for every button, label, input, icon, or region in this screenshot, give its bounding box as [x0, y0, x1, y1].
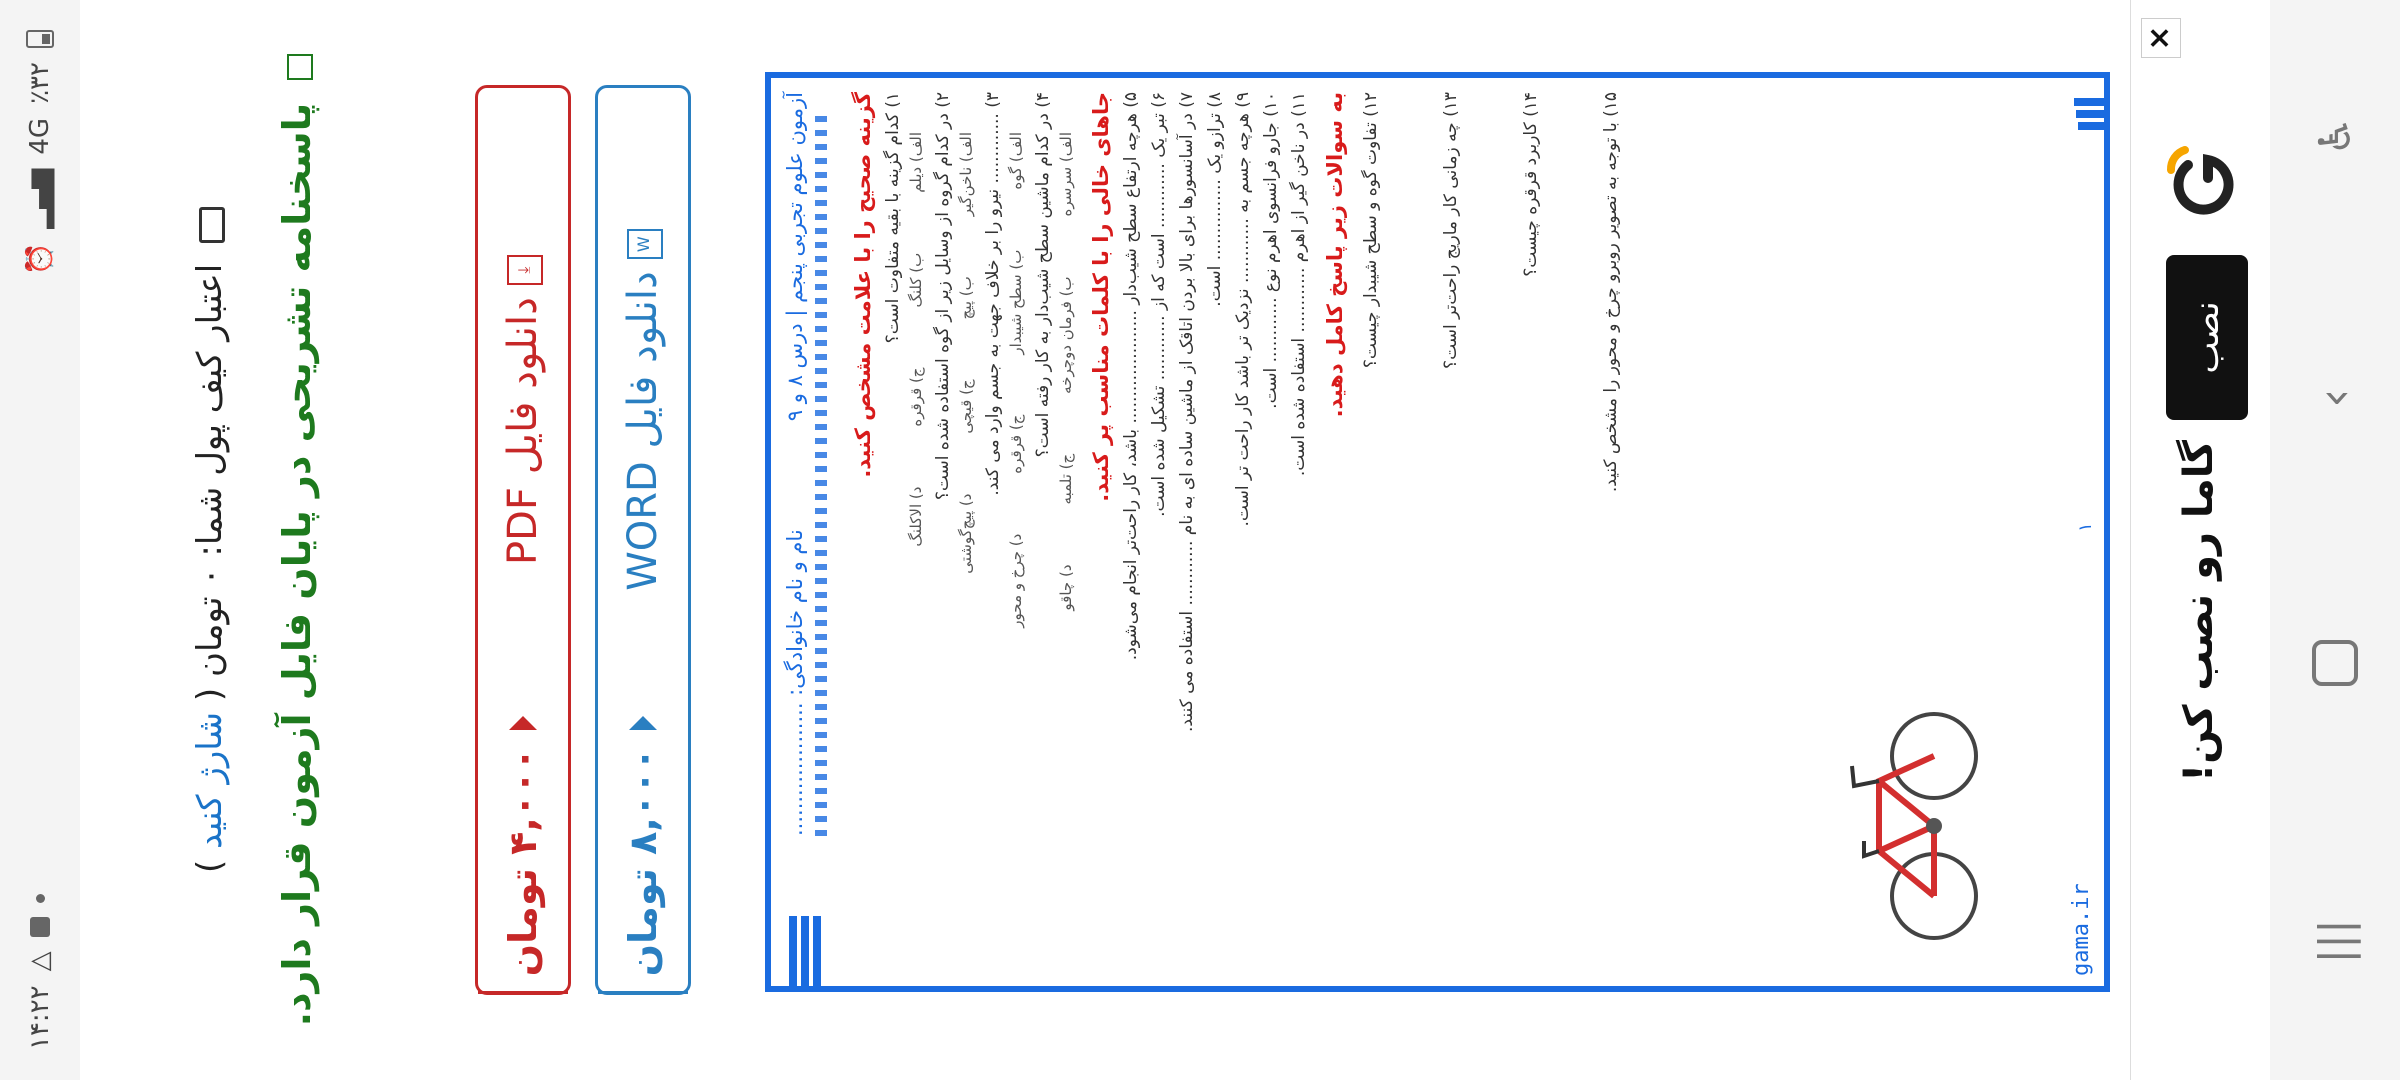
- navigation-bar: [2270, 0, 2400, 1080]
- option: ج) تلمبه: [1057, 453, 1075, 505]
- option: د) چرخ و محور: [1007, 533, 1025, 628]
- exam-question: ۸) ترازو یک ............... است.: [1205, 92, 1225, 307]
- wallet-card-icon: [199, 207, 225, 243]
- option: د) چاقو: [1057, 564, 1075, 611]
- download-word-button[interactable]: [595, 85, 691, 995]
- page-number: ۱: [2075, 522, 2096, 532]
- section-heading: جاهای خالی را با کلمات مناسب پر کنید.: [1089, 92, 1113, 502]
- recent-apps-icon[interactable]: |||: [2309, 919, 2361, 964]
- network-type: 4G: [25, 117, 55, 155]
- decor-stripe: [789, 916, 797, 986]
- exam-question: ۵) هرچه ارتفاع سطح شیب‌دار ..................... باشد، کار راحت‌تر انجام می‌شود.: [1121, 92, 1141, 661]
- option: ج) قرقره: [907, 367, 925, 427]
- banner-text: گاما رو نصب کن!: [2176, 440, 2222, 783]
- product-page: [80, 0, 2130, 1080]
- option: ب) کلنگ: [907, 252, 925, 308]
- gama-logo-icon: [2163, 140, 2243, 220]
- alarm-icon: ⏰: [25, 242, 55, 275]
- exam-question: ۴) در کدام ماشین سطح شیب‌دار به کار رفته است؟: [1033, 92, 1053, 458]
- word-file-icon: W: [627, 229, 663, 259]
- exam-header: [783, 92, 807, 836]
- battery-text: ٪۳۲: [25, 62, 55, 104]
- decor-stripe: [2078, 122, 2104, 130]
- option: الف) سرسره: [1057, 132, 1075, 217]
- question-options: [1007, 132, 1025, 972]
- gallery-icon: [30, 917, 50, 937]
- pdf-file-icon: ⤓: [507, 255, 543, 285]
- bicycle-illustration: [1834, 706, 1984, 946]
- exam-question: ۷) در آسانسورها برای بالا بردن اتاقک از ماشین ساده ای به نام ............ استفاده می کنند.: [1177, 92, 1197, 732]
- exam-question: ۱۲) تفاوت گوه و سطح شیبدار چیست؟: [1361, 92, 1381, 369]
- decor-stripe: [801, 916, 809, 986]
- signal-icon: ▂▄▆: [25, 168, 55, 229]
- battery-icon: [26, 30, 54, 48]
- price-divider-arrow: [629, 716, 657, 730]
- wallet-label: اعتبار کیف پول شما: ۰ تومان: [190, 263, 230, 678]
- exam-question: ۱۴) کاربرد قرقره چیست؟: [1521, 92, 1541, 277]
- download-pdf-button[interactable]: [475, 85, 571, 995]
- exam-body: [837, 92, 1621, 972]
- answer-key-notice: [275, 0, 319, 1080]
- more-notifications-icon: [36, 894, 45, 903]
- install-app-banner: [2130, 0, 2271, 1080]
- question-options: [957, 132, 975, 972]
- wallet-balance: اعتبار کیف پول شما: ۰ تومان ( شارژ کنید ): [190, 0, 230, 1080]
- back-icon[interactable]: ‹: [2307, 388, 2363, 408]
- exam-question: ۳) ............. نیرو را بر خلاف جهت به جسم وارد می کند.: [983, 92, 1003, 496]
- option: الف) دیلم: [907, 132, 925, 193]
- install-button[interactable]: نصب: [2166, 255, 2248, 420]
- option: ج) قیچی: [957, 379, 975, 434]
- check-icon: [287, 54, 313, 80]
- option: د) الاکلنگ: [907, 486, 925, 547]
- download-pdf-label: دانلود فایل PDF: [500, 297, 546, 565]
- download-word-label: دانلود فایل WORD: [620, 271, 666, 591]
- exam-question: ۱۰) جارو فرانسوی اهرم نوع ............ است.: [1261, 92, 1281, 409]
- clock: ۱۴:۲۲: [25, 985, 55, 1050]
- accessibility-icon[interactable]: ♿: [2309, 116, 2361, 156]
- exam-question: ۱) کدام گزینه با بقیه متفاوت است؟: [883, 92, 903, 344]
- exam-question: ۱۵) با توجه به تصویر روبرو چرخ و محور را مشخص کنید.: [1601, 92, 1621, 493]
- exam-question: ۹) هرچه جسم به ............ نزدیک تر باشد کار راحت تر است.: [1233, 92, 1253, 527]
- option: ب) پیچ: [957, 276, 975, 320]
- option: ج) قرقره: [1007, 414, 1025, 474]
- home-icon[interactable]: [2312, 640, 2358, 686]
- exam-preview-image: [765, 72, 2110, 992]
- name-field: نام و نام خانوادگی: ....................: [783, 529, 807, 836]
- section-heading: گزینه صحیح را با علامت مشخص کنید.: [851, 92, 875, 478]
- decor-stripe: [2074, 98, 2104, 106]
- decor-stripe: [813, 916, 821, 986]
- decor-stripe: [2076, 110, 2104, 118]
- decor-triangles: [815, 108, 827, 836]
- status-bar: [0, 0, 80, 1080]
- notice-text: پاسخنامه تشریحی در پایان فایل آزمون قرار دارد.: [275, 102, 319, 1027]
- option: د) پیچ‌گوشتی: [957, 493, 975, 574]
- option: ب) فرمان دوچرخه: [1057, 276, 1075, 394]
- price-divider-arrow: [509, 716, 537, 730]
- question-options: [1057, 132, 1075, 972]
- question-options: [907, 132, 925, 972]
- exam-title: آزمون علوم تجربی پنجم | درس ۸ و ۹: [783, 92, 807, 422]
- option: الف) گوه: [1007, 132, 1025, 190]
- exam-question: ۲) در کدام گروه از وسایل زیر از گوه استفاده شده است؟: [933, 92, 953, 501]
- brand-watermark: gama.ir: [2069, 883, 2094, 976]
- notification-icon: △: [25, 951, 55, 972]
- exam-question: ۶) تبر یک ............ است که از ............ تشکیل شده است.: [1149, 92, 1169, 517]
- option: الف) ناخن‌گیر: [957, 132, 975, 217]
- pdf-price: ۴,۰۰۰ تومان: [478, 732, 568, 992]
- section-heading: به سوالات زیر پاسخ کامل دهید.: [1323, 92, 1347, 418]
- exam-question: ۱۱) در ناخن گیر از اهرم ............ استفاده شده است.: [1289, 92, 1309, 477]
- option: ب) سطح شیبدار: [1007, 249, 1025, 355]
- close-banner-button[interactable]: ×: [2141, 18, 2181, 58]
- charge-link[interactable]: شارژ کنید: [190, 711, 230, 849]
- word-price: ۸,۰۰۰ تومان: [598, 732, 688, 992]
- exam-question: ۱۳) چه زمانی کار ماریج راحت‌تر است؟: [1441, 92, 1461, 369]
